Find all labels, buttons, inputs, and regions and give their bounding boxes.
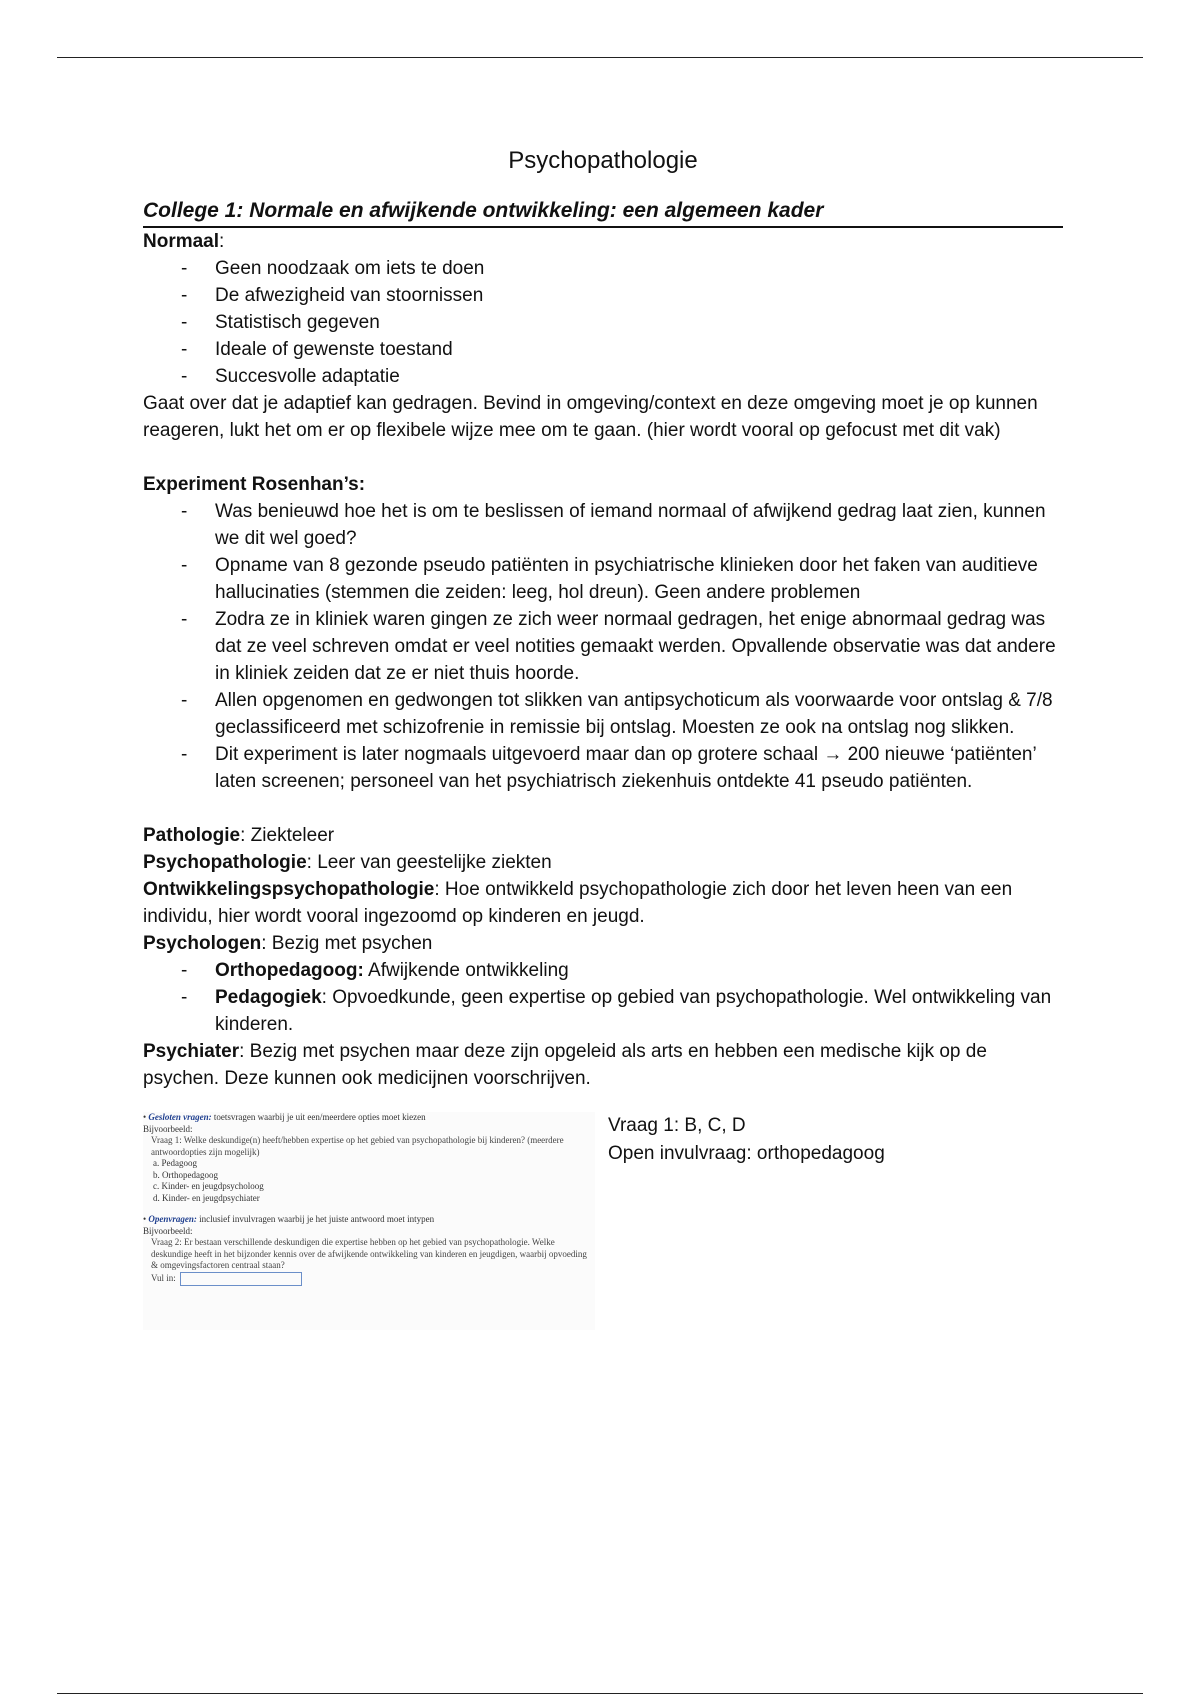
normaal-paragraph: Gaat over dat je adaptief kan gedragen. Bevind in omgeving/context en deze omgeving moet je op kunnen reageren, lukt het om er op flexibele wijze mee om te gaan. (hier wordt vooral op gefocust met dit vak)	[143, 393, 1038, 441]
list-item: - Ideale of gewenste toestand	[143, 336, 1063, 363]
definition-psychopathologie: Psychopathologie: Leer van geestelijke ziekten	[143, 852, 552, 873]
quiz-section	[143, 1112, 1063, 1342]
definition-ontwikkelingspsychopathologie: Ontwikkelingspsychopathologie: Hoe ontwikkeld psychopathologie zich door het leven heen van een individu, hier wordt vooral ingezoomd op kinderen en jeugd.	[143, 879, 1013, 927]
option-c: c. Kinder- en jeugdpsycholoog	[153, 1181, 264, 1191]
fill-in-row: Vul in:	[151, 1272, 595, 1286]
open-questions-line: • Openvragen: inclusief invulvragen waarbij je het juiste antwoord moet intypen	[143, 1214, 435, 1224]
list-item: - Geen noodzaak om iets te doen	[143, 255, 1063, 282]
list-item: - Opname van 8 gezonde pseudo patiënten in psychiatrische klinieken door het faken van auditieve hallucinaties (stemmen die zeiden: leeg, hol dreun). Geen andere problemen	[143, 552, 1063, 606]
question-1: Vraag 1: Welke deskundige(n) heeft/hebben expertise op het gebied van psychopathologie bij kinderen? (meerdere antwoordopties zijn mogelijk)	[151, 1135, 564, 1157]
list-item: - Allen opgenomen en gedwongen tot slikken van antipsychoticum als voorwaarde voor ontslag & 7/8 geclassificeerd met schizofrenie in remissie bij ontslag. Moesten ze ook na ontslag nog slikken.	[143, 687, 1063, 741]
fill-in-input	[180, 1272, 302, 1286]
list-item: - Succesvolle adaptatie	[143, 363, 1063, 390]
normaal-list	[143, 255, 1063, 390]
list-item: - Was benieuwd hoe het is om te beslissen of iemand normaal of afwijkend gedrag laat zien, kunnen we dit wel goed?	[143, 498, 1063, 552]
question-2: Vraag 2: Er bestaan verschillende deskundigen die expertise hebben op het gebied van psychopathologie. Welke deskundige heeft in het bijzonder kennis over de afwijkende ontwikkeling van kinderen en jeugdigen, waarbij opvoeding & omgevingsfactoren centraal staan?	[151, 1237, 587, 1270]
list-item: - Pedagogiek: Opvoedkunde, geen expertise op gebied van psychopathologie. Wel ontwikkeling van kinderen.	[143, 984, 1063, 1038]
option-b: b. Orthopedagoog	[153, 1169, 218, 1180]
option-d: d. Kinder- en jeugdpsychiater	[153, 1192, 260, 1203]
answer-2: Open invulvraag: orthopedagoog	[608, 1143, 885, 1164]
closed-questions-line: • Gesloten vragen: toetsvragen waarbij je uit een/meerdere opties moet kiezen	[143, 1112, 426, 1122]
example-label: Bijvoorbeeld:	[143, 1225, 193, 1236]
lecture-heading: College 1: Normale en afwijkende ontwikkeling: een algemeen kader	[143, 197, 1063, 228]
answers-block	[608, 1112, 1048, 1168]
option-a: a. Pedagoog	[153, 1158, 197, 1168]
normaal-label: Normaal:	[143, 231, 225, 252]
example-label: Bijvoorbeeld:	[143, 1123, 193, 1134]
top-rule	[57, 57, 1143, 58]
page-title: Psychopathologie	[508, 147, 698, 174]
definition-psychologen: Psychologen: Bezig met psychen	[143, 933, 433, 954]
psychologen-list	[143, 957, 1063, 1038]
list-item: - Zodra ze in kliniek waren gingen ze zich weer normaal gedragen, het enige abnormaal gedrag was dat ze veel schreven omdat er veel notities gemaakt werden. Opvallende observatie was dat andere in kliniek zeiden dat ze er niet thuis hoorde.	[143, 606, 1063, 687]
list-item: - Orthopedagoog: Afwijkende ontwikkeling	[143, 957, 1063, 984]
experiment-label: Experiment Rosenhan’s:	[143, 474, 366, 495]
list-item: - Dit experiment is later nogmaals uitgevoerd maar dan op grotere schaal → 200 nieuwe ‘patiënten’ laten screenen; personeel van het psychiatrisch ziekenhuis ontdekte 41 pseudo patiënten.	[143, 741, 1063, 795]
answer-1: Vraag 1: B, C, D	[608, 1115, 746, 1136]
definition-pathologie: Pathologie: Ziekteleer	[143, 825, 335, 846]
bottom-rule	[57, 1693, 1143, 1694]
page-content	[143, 145, 1063, 1342]
quiz-screenshot	[143, 1112, 595, 1330]
experiment-list	[143, 498, 1063, 795]
list-item: - De afwezigheid van stoornissen	[143, 282, 1063, 309]
list-item: - Statistisch gegeven	[143, 309, 1063, 336]
definition-psychiater: Psychiater: Bezig met psychen maar deze zijn opgeleid als arts en hebben een medische kijk op de psychen. Deze kunnen ook medicijnen voorschrijven.	[143, 1041, 987, 1089]
